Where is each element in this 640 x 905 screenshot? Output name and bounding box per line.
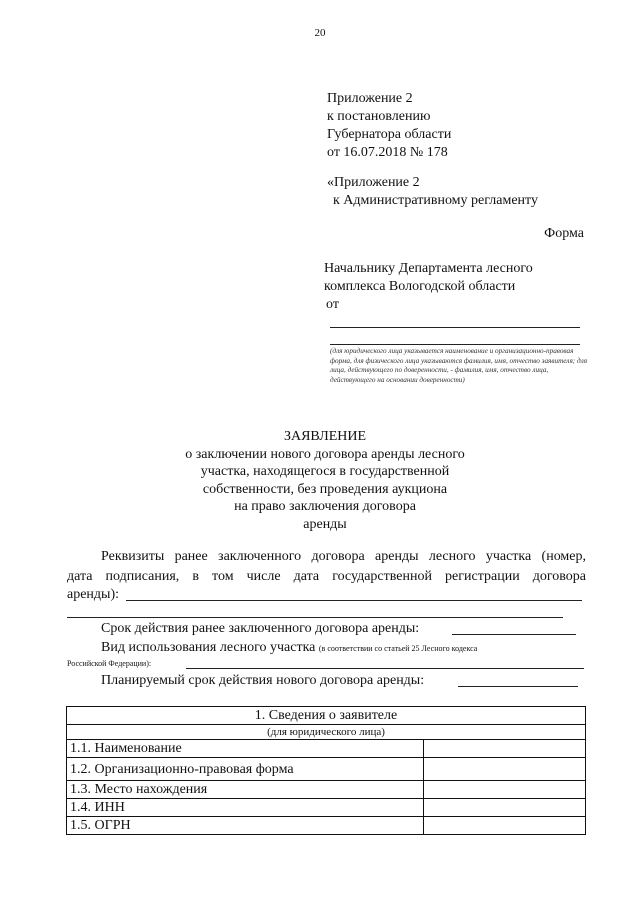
- row-label-cell: 1.5. ОГРН: [67, 817, 424, 835]
- requisites-input-line-2[interactable]: [67, 617, 563, 618]
- row-value-cell[interactable]: [424, 817, 586, 835]
- appendix-line: от 16.07.2018 № 178: [327, 145, 448, 160]
- table-row: [67, 799, 586, 817]
- applicant-info-table: [66, 706, 586, 835]
- regulation-line: к Административному регламенту: [333, 193, 538, 208]
- requisites-line-1: Реквизиты ранее заключенного договора аренды лесного участка (номер,: [101, 549, 586, 564]
- addressee-block: [324, 260, 533, 314]
- title-line: на право заключения договора: [234, 499, 416, 514]
- table-row: [67, 740, 586, 758]
- title-heading: ЗАЯВЛЕНИЕ: [283, 429, 367, 444]
- usage-input-line[interactable]: [186, 668, 584, 669]
- term-label: Срок действия ранее заключенного договора аренды:: [101, 621, 420, 636]
- row-value-cell[interactable]: [424, 740, 586, 758]
- regulation-reference: [327, 174, 538, 210]
- form-label: Форма: [544, 226, 584, 241]
- addressee-from-label: от: [326, 297, 339, 312]
- applicant-name-line-2[interactable]: [330, 344, 580, 345]
- addressee-line: комплекса Вологодской области: [324, 279, 516, 294]
- table-row: [67, 707, 586, 725]
- table-row: [67, 781, 586, 799]
- document-title: [150, 428, 500, 533]
- row-label-cell: 1.4. ИНН: [67, 799, 424, 817]
- row-value-cell[interactable]: [424, 799, 586, 817]
- usage-line: [101, 639, 586, 658]
- row-label-cell: 1.1. Наименование: [67, 740, 424, 758]
- section-subtitle-cell: (для юридического лица): [67, 725, 586, 740]
- title-line: собственности, без проведения аукциона: [202, 481, 448, 497]
- addressee-note: (для юридического лица указывается наименование и организационно-правовая форма, для физического лица указываются фамилия, имя, отчество заявителя; для лица, действующего по доверенности, - фамилия, имя, отчество лица, действующего на основании доверенности): [330, 347, 588, 384]
- row-value-cell[interactable]: [424, 758, 586, 781]
- title-line: участка, находящегося в государственной: [200, 464, 450, 479]
- appendix-line: Приложение 2: [327, 91, 413, 106]
- requisites-line-2: дата подписания, в том числе дата государственной регистрации договора: [67, 569, 586, 584]
- requisites-input-line[interactable]: [126, 600, 582, 601]
- regulation-line: «Приложение 2: [327, 175, 420, 190]
- page-number: 20: [314, 27, 326, 39]
- row-label-cell: 1.3. Место нахождения: [67, 781, 424, 799]
- appendix-line: к постановлению: [327, 109, 431, 124]
- addressee-line: Начальнику Департамента лесного: [324, 261, 533, 276]
- table-row: [67, 725, 586, 740]
- applicant-name-line[interactable]: [330, 327, 580, 328]
- title-line: о заключении нового договора аренды лесного: [185, 446, 465, 462]
- usage-label: Вид использования лесного участка: [101, 640, 316, 655]
- term-input-line[interactable]: [452, 634, 576, 635]
- row-value-cell[interactable]: [424, 781, 586, 799]
- requisites-line-3: аренды):: [67, 587, 120, 602]
- appendix-header: [327, 90, 451, 162]
- table-row: [67, 758, 586, 781]
- planned-term-label: Планируемый срок действия нового договора аренды:: [101, 673, 425, 688]
- appendix-line: Губернатора области: [327, 127, 452, 142]
- usage-note-2: Российской Федерации):: [67, 659, 152, 668]
- table-row: [67, 817, 586, 835]
- row-label-cell: 1.2. Организационно-правовая форма: [67, 758, 424, 781]
- section-title-cell: 1. Сведения о заявителе: [67, 707, 586, 725]
- usage-note: (в соответствии со статьей 25 Лесного кодекса: [318, 644, 478, 653]
- planned-term-input-line[interactable]: [458, 686, 578, 687]
- title-line: аренды: [303, 516, 347, 532]
